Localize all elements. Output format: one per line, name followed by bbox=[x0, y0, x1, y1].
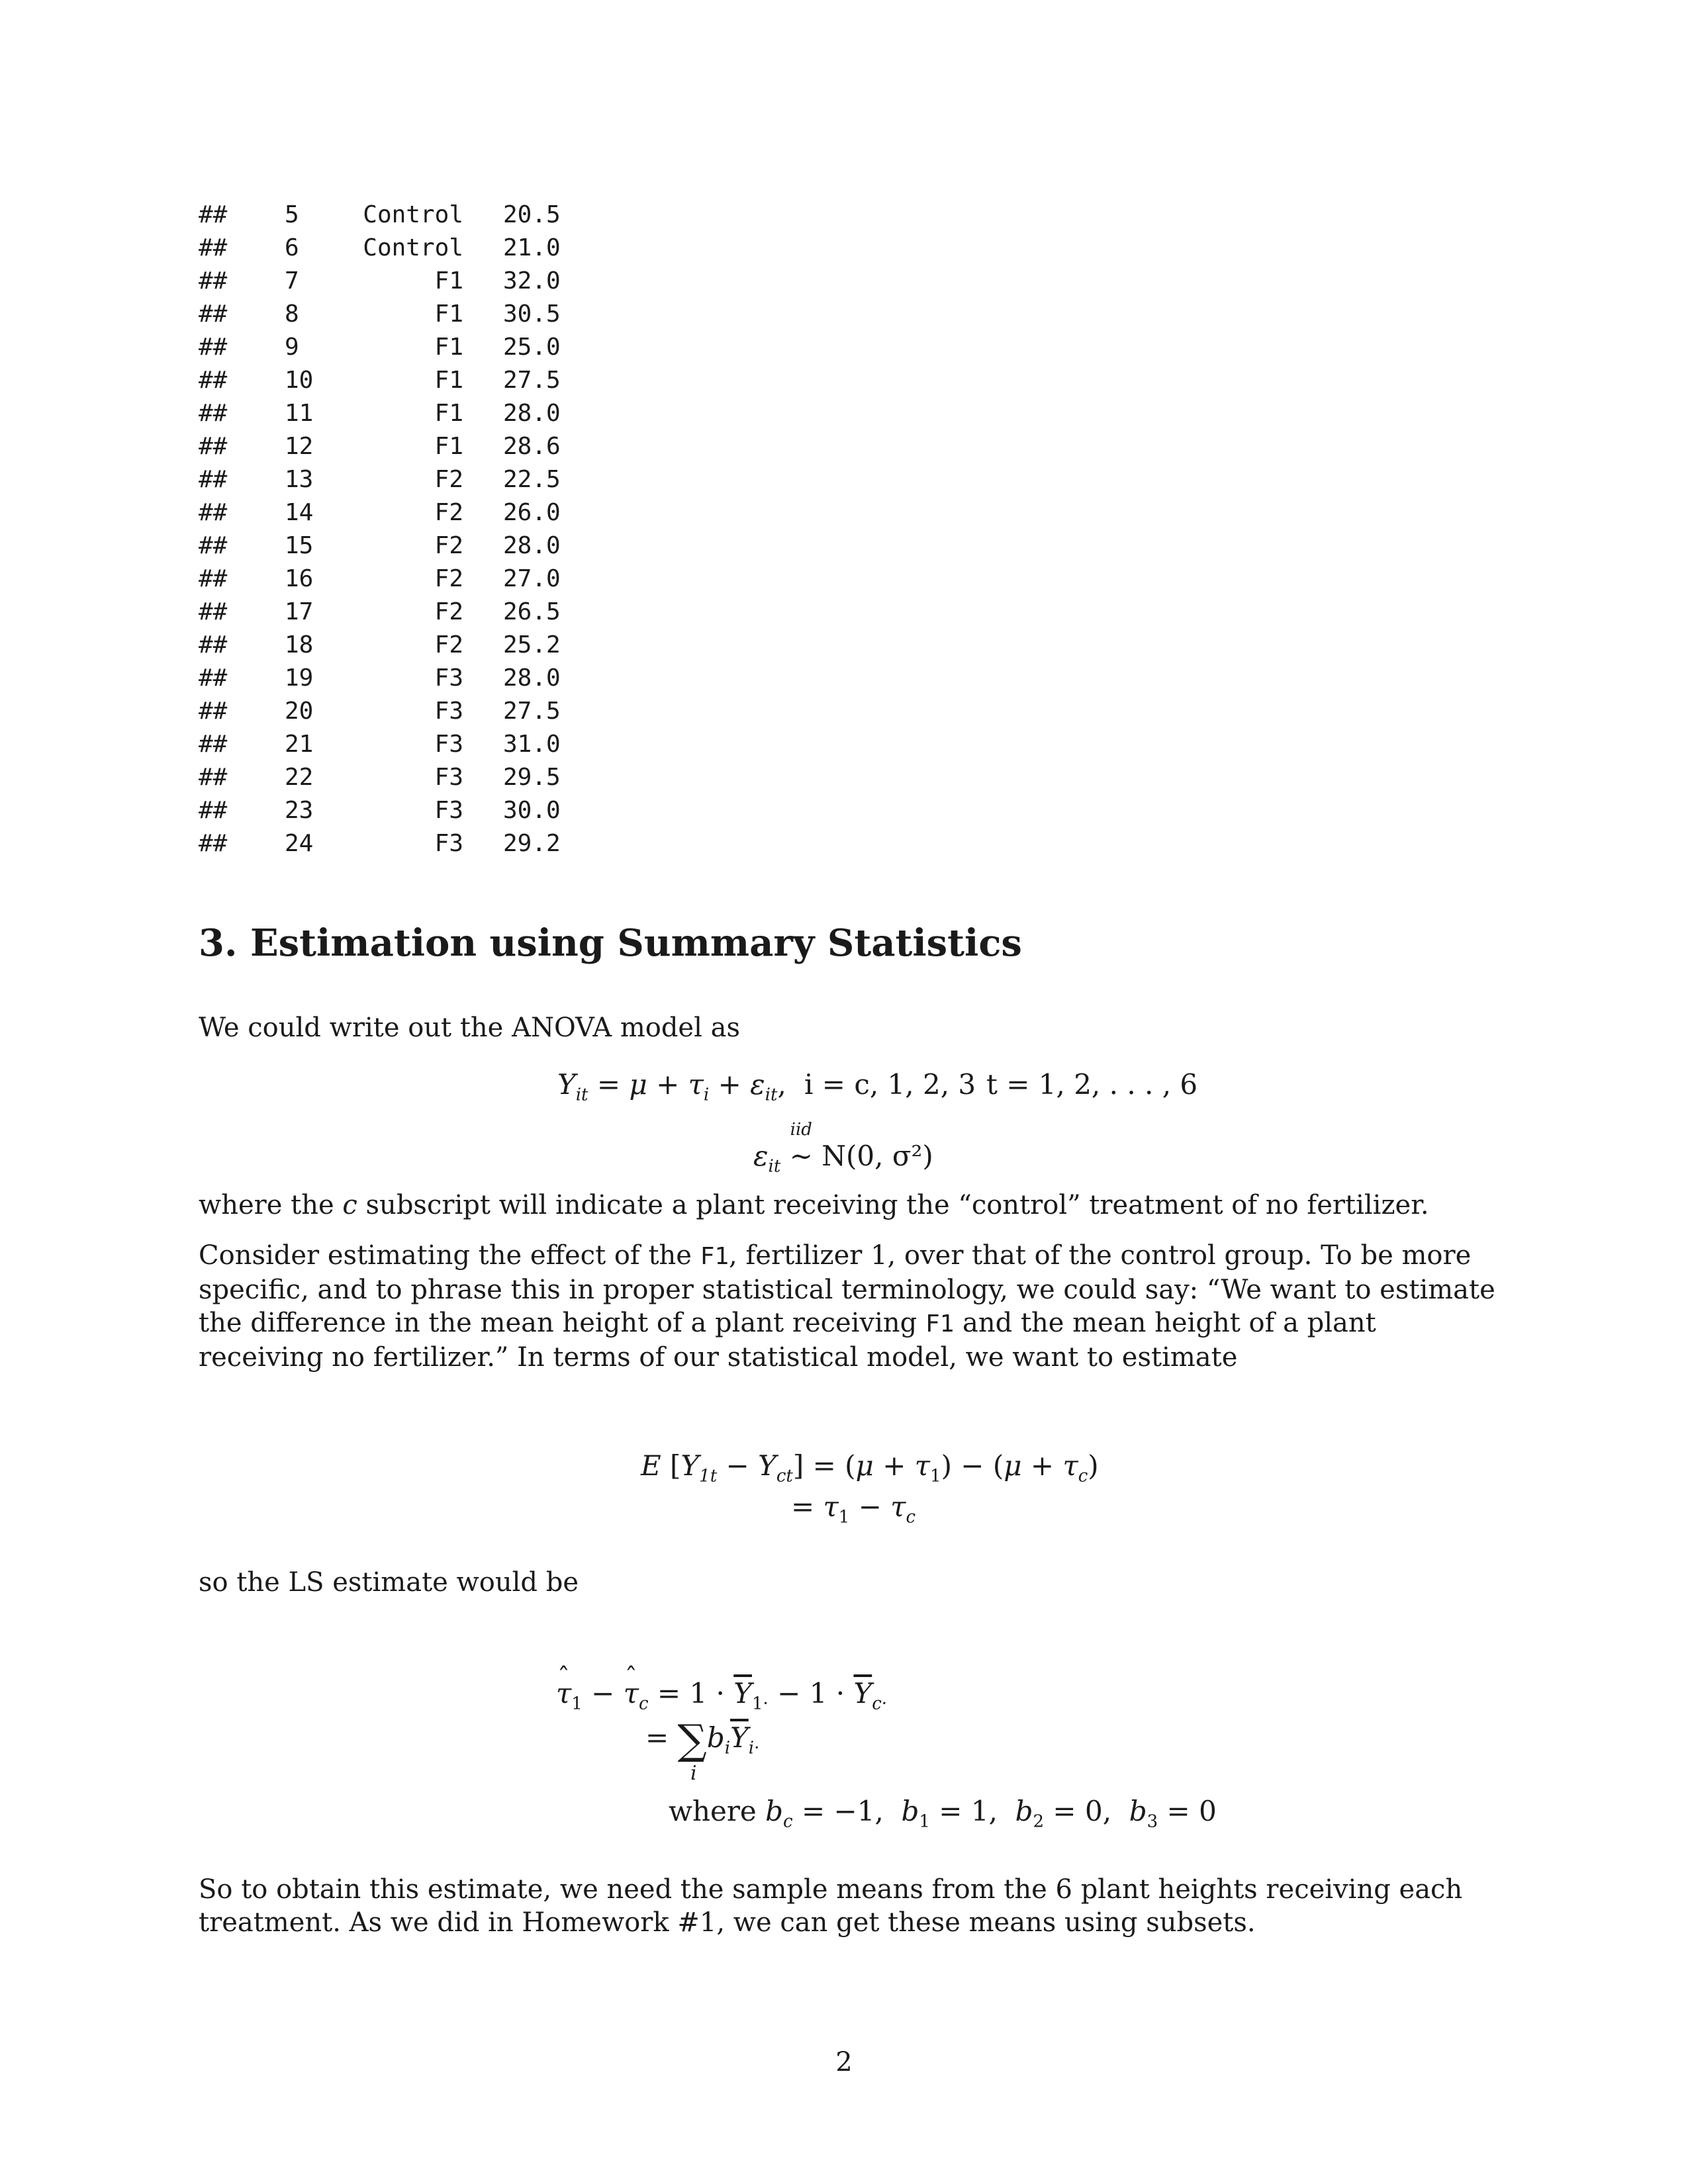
row-height: 29.2 bbox=[503, 830, 561, 857]
row-treatment: Control bbox=[363, 201, 463, 228]
r-output-listing bbox=[199, 199, 569, 860]
row-gap bbox=[463, 331, 503, 364]
where-label: where bbox=[669, 1795, 757, 1827]
row-gap bbox=[463, 794, 503, 827]
row-index: 8 bbox=[285, 300, 299, 328]
iid-label: iid bbox=[790, 1120, 812, 1140]
row-index: 23 bbox=[285, 797, 314, 824]
row-index: 11 bbox=[285, 400, 314, 427]
ls-estimate-equation: ˆ $\tau_1$ − ˆ $\tau_c = 1 \cdot \overline{Y}_{1\cdot} - 1 \cdot \overline{Y}_{c\cdot}$ bbox=[556, 1677, 887, 1709]
row-index: 22 bbox=[285, 764, 314, 791]
where-c-text-2: subscript will indicate a plant receiving the “control” treatment of no fertilizer. bbox=[357, 1190, 1429, 1220]
model-index-t: t = 1, 2, . . . , 6 bbox=[986, 1068, 1198, 1101]
row-prefix: ## bbox=[199, 499, 228, 526]
expected-difference-result: = $\tau_1 - \tau_c$ bbox=[791, 1490, 916, 1527]
row-prefix: ## bbox=[199, 631, 228, 659]
data-row bbox=[199, 232, 569, 265]
row-height: 27.5 bbox=[503, 698, 561, 725]
row-prefix: ## bbox=[199, 830, 228, 857]
row-treatment: F3 bbox=[434, 731, 463, 758]
closing-paragraph: So to obtain this estimate, we need the sample means from the 6 plant heights receiving each treatment. As we did in Homework #1, we can get these means using subsets. bbox=[199, 1874, 1463, 1938]
where-c-text-1: where the bbox=[199, 1190, 343, 1220]
consider-text-2: , fertilizer 1, over that of the control group. To be more specific, and to phrase this in proper statistical terminology, we could say: “We want to estimate the difference in the mean height of a plant receiving bbox=[199, 1240, 1495, 1338]
row-height: 25.2 bbox=[503, 631, 561, 659]
row-index: 5 bbox=[285, 201, 299, 228]
row-gap bbox=[463, 232, 503, 265]
row-gap bbox=[463, 761, 503, 794]
row-treatment: F3 bbox=[434, 830, 463, 857]
row-index: 13 bbox=[285, 466, 314, 493]
row-treatment: F2 bbox=[434, 598, 463, 625]
row-treatment: F3 bbox=[434, 698, 463, 725]
data-row bbox=[199, 463, 569, 496]
row-treatment: F1 bbox=[434, 300, 463, 328]
row-gap bbox=[463, 563, 503, 596]
row-height: 27.5 bbox=[503, 367, 561, 394]
where-c-paragraph bbox=[199, 1189, 1496, 1222]
data-row bbox=[199, 794, 569, 827]
row-height: 22.5 bbox=[503, 466, 561, 493]
row-height: 21.0 bbox=[503, 234, 561, 261]
row-treatment: F1 bbox=[434, 334, 463, 361]
row-height: 26.5 bbox=[503, 598, 561, 625]
consider-code-f1-a: F1 bbox=[700, 1243, 729, 1270]
row-prefix: ## bbox=[199, 300, 228, 328]
row-treatment: F2 bbox=[434, 631, 463, 659]
row-height: 30.5 bbox=[503, 300, 561, 328]
row-index: 20 bbox=[285, 698, 314, 725]
row-treatment: F1 bbox=[434, 267, 463, 295]
section-title: 3. Estimation using Summary Statistics bbox=[199, 921, 1022, 965]
data-row bbox=[199, 662, 569, 695]
row-index: 10 bbox=[285, 367, 314, 394]
ls-estimate-sum: = $\sum b_i\overline{Y}_{i\cdot}$ bbox=[645, 1715, 760, 1764]
consider-code-f1-b: F1 bbox=[925, 1310, 955, 1338]
sum-index: i bbox=[690, 1762, 697, 1785]
row-height: 30.0 bbox=[503, 797, 561, 824]
row-prefix: ## bbox=[199, 797, 228, 824]
row-gap bbox=[463, 695, 503, 728]
row-gap bbox=[463, 463, 503, 496]
row-prefix: ## bbox=[199, 466, 228, 493]
row-gap bbox=[463, 364, 503, 397]
row-gap bbox=[463, 430, 503, 463]
row-prefix: ## bbox=[199, 201, 228, 228]
data-row bbox=[199, 331, 569, 364]
row-index: 7 bbox=[285, 267, 299, 295]
data-row bbox=[199, 629, 569, 662]
row-prefix: ## bbox=[199, 267, 228, 295]
data-row bbox=[199, 728, 569, 761]
row-height: 28.6 bbox=[503, 433, 561, 460]
consider-text-1: Consider estimating the effect of the bbox=[199, 1240, 700, 1271]
row-prefix: ## bbox=[199, 565, 228, 592]
row-height: 20.5 bbox=[503, 201, 561, 228]
row-gap bbox=[463, 596, 503, 629]
model-index-i: i = c, 1, 2, 3 bbox=[804, 1068, 976, 1101]
row-treatment: F2 bbox=[434, 532, 463, 559]
row-prefix: ## bbox=[199, 598, 228, 625]
row-height: 31.0 bbox=[503, 731, 561, 758]
data-row bbox=[199, 265, 569, 298]
data-row bbox=[199, 364, 569, 397]
data-row bbox=[199, 496, 569, 529]
row-gap bbox=[463, 529, 503, 563]
row-index: 24 bbox=[285, 830, 314, 857]
where-c-var: c bbox=[342, 1190, 357, 1220]
row-treatment: F1 bbox=[434, 433, 463, 460]
row-prefix: ## bbox=[199, 764, 228, 791]
row-gap bbox=[463, 629, 503, 662]
data-row bbox=[199, 397, 569, 430]
row-index: 14 bbox=[285, 499, 314, 526]
row-prefix: ## bbox=[199, 731, 228, 758]
row-height: 25.0 bbox=[503, 334, 561, 361]
row-height: 29.5 bbox=[503, 764, 561, 791]
data-row bbox=[199, 596, 569, 629]
row-gap bbox=[463, 397, 503, 430]
row-height: 28.0 bbox=[503, 532, 561, 559]
row-prefix: ## bbox=[199, 532, 228, 559]
row-prefix: ## bbox=[199, 664, 228, 692]
row-height: 26.0 bbox=[503, 499, 561, 526]
row-index: 18 bbox=[285, 631, 314, 659]
expected-difference-equation: E $[Y_{1t} - Y_{ct}] = (\mu + \tau_1) - (\mu + \tau_c)$ bbox=[641, 1449, 1099, 1486]
row-gap bbox=[463, 265, 503, 298]
row-gap bbox=[463, 662, 503, 695]
consider-paragraph bbox=[199, 1239, 1496, 1374]
anova-model-equation: $Y_{it} = \mu + \tau_i + \varepsilon_{it}$, bbox=[557, 1068, 786, 1105]
row-height: 32.0 bbox=[503, 267, 561, 295]
data-row bbox=[199, 563, 569, 596]
row-treatment: F3 bbox=[434, 797, 463, 824]
row-prefix: ## bbox=[199, 234, 228, 261]
row-index: 6 bbox=[285, 234, 299, 261]
intro-paragraph: We could write out the ANOVA model as bbox=[199, 1013, 740, 1043]
row-treatment: F1 bbox=[434, 400, 463, 427]
row-gap bbox=[463, 199, 503, 232]
b-coefficients: where $b_c = -1$, $b_1 = 1$, $b_2 = 0$, $b_3 = 0$ bbox=[669, 1795, 1217, 1832]
row-index: 9 bbox=[285, 334, 299, 361]
row-prefix: ## bbox=[199, 334, 228, 361]
row-prefix: ## bbox=[199, 400, 228, 427]
data-row bbox=[199, 298, 569, 331]
row-height: 28.0 bbox=[503, 400, 561, 427]
row-prefix: ## bbox=[199, 367, 228, 394]
row-index: 17 bbox=[285, 598, 314, 625]
error-distribution-equation: $\varepsilon_{it}$ iid ∼ N(0, σ²) bbox=[753, 1120, 933, 1177]
row-index: 21 bbox=[285, 731, 314, 758]
row-gap bbox=[463, 496, 503, 529]
row-treatment: F1 bbox=[434, 367, 463, 394]
page-number: 2 bbox=[835, 2047, 853, 2077]
row-treatment: F2 bbox=[434, 565, 463, 592]
data-row bbox=[199, 430, 569, 463]
data-row bbox=[199, 827, 569, 860]
normal-distribution: N(0, σ²) bbox=[821, 1140, 933, 1172]
row-gap bbox=[463, 728, 503, 761]
ls-estimate-paragraph: so the LS estimate would be bbox=[199, 1567, 579, 1598]
data-row bbox=[199, 761, 569, 794]
row-height: 28.0 bbox=[503, 664, 561, 692]
row-treatment: F3 bbox=[434, 764, 463, 791]
row-height: 27.0 bbox=[503, 565, 561, 592]
row-index: 15 bbox=[285, 532, 314, 559]
row-prefix: ## bbox=[199, 698, 228, 725]
data-row bbox=[199, 695, 569, 728]
data-row bbox=[199, 529, 569, 563]
row-gap bbox=[463, 827, 503, 860]
data-row bbox=[199, 199, 569, 232]
row-index: 19 bbox=[285, 664, 314, 692]
row-treatment: F2 bbox=[434, 466, 463, 493]
consider-text-3: and the mean height of a plant receiving no fertilizer.” In terms of our statistical model, we want to estimate bbox=[199, 1308, 1376, 1373]
row-index: 16 bbox=[285, 565, 314, 592]
row-prefix: ## bbox=[199, 433, 228, 460]
row-gap bbox=[463, 298, 503, 331]
row-treatment: F2 bbox=[434, 499, 463, 526]
row-index: 12 bbox=[285, 433, 314, 460]
row-treatment: Control bbox=[363, 234, 463, 261]
row-treatment: F3 bbox=[434, 664, 463, 692]
